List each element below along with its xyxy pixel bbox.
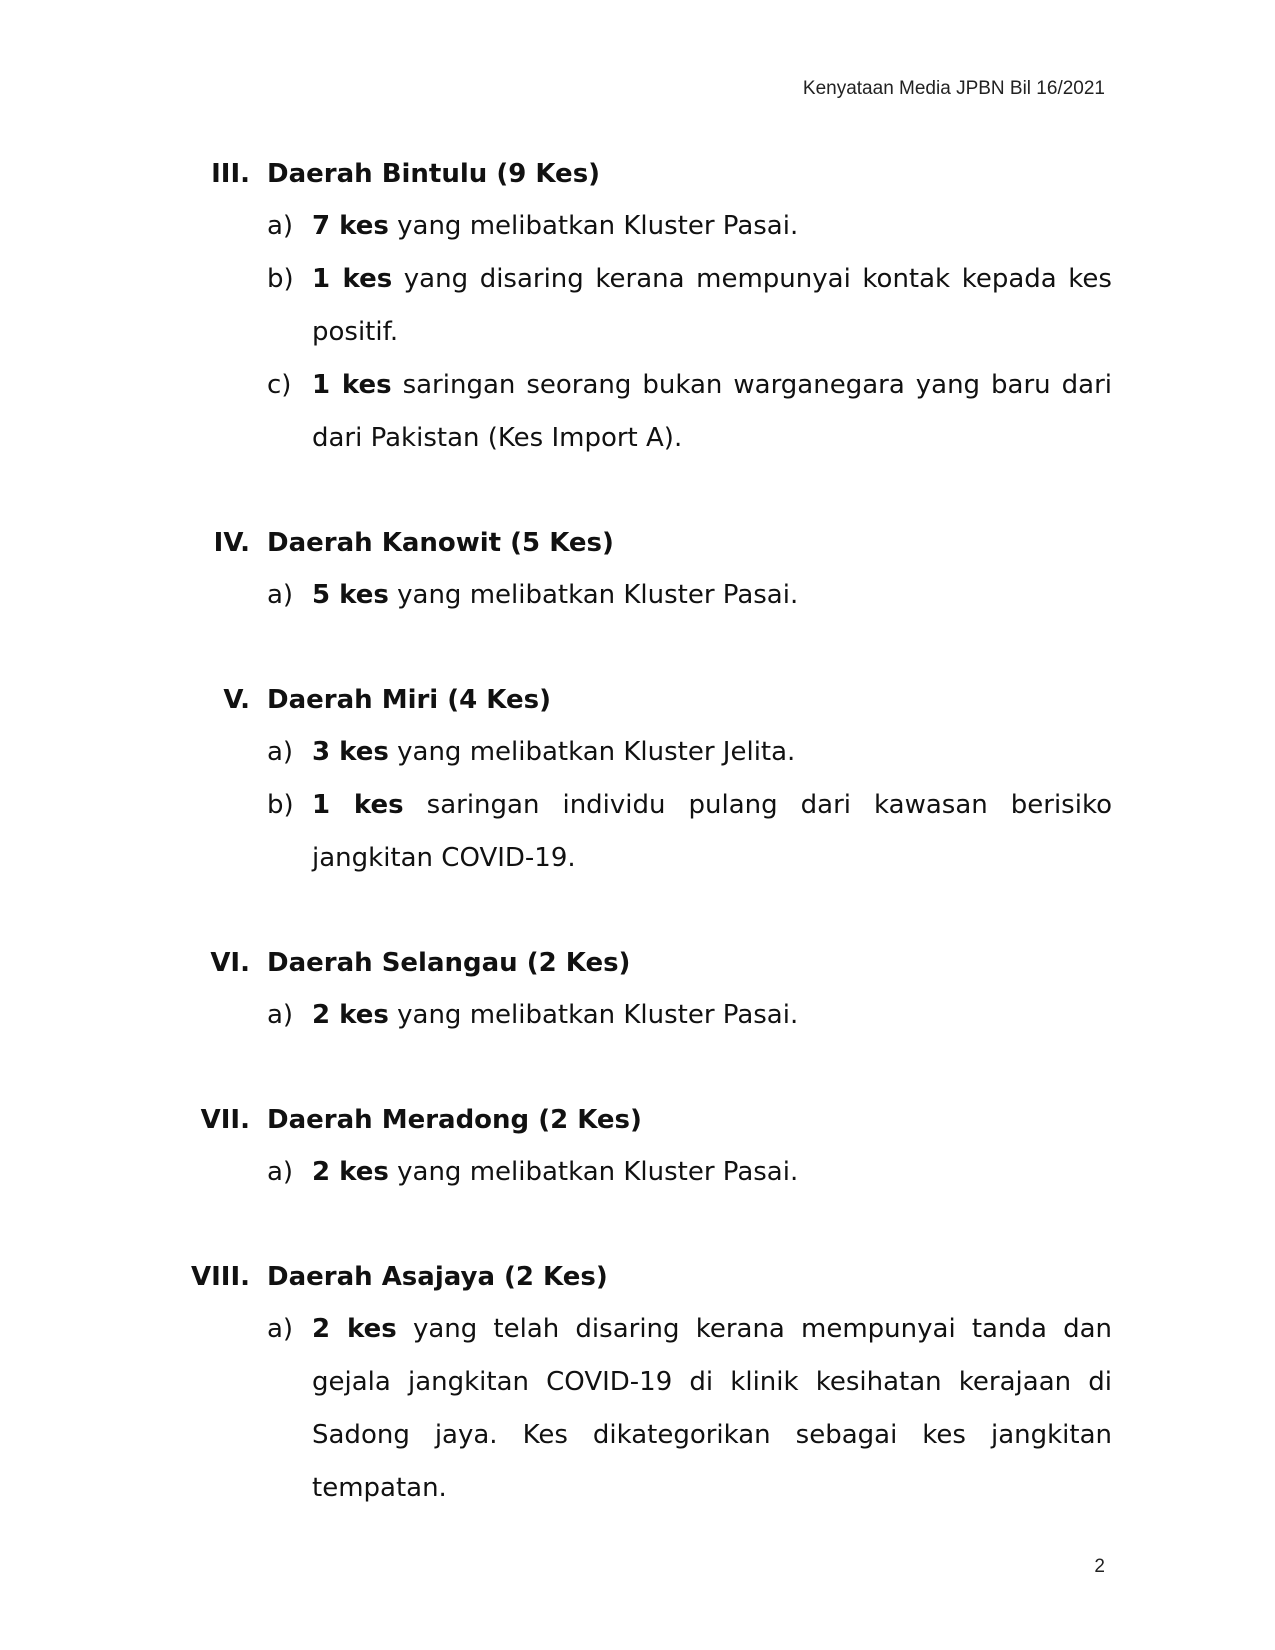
section-numeral: VIII.: [190, 1262, 250, 1292]
document-body: [0, 148, 1275, 1567]
section-numeral: VI.: [210, 948, 250, 978]
list-item: [0, 569, 1112, 622]
section-title: Daerah Selangau (2 Kes): [267, 948, 631, 978]
item-text: yang telah disaring kerana mempunyai tanda dan gejala jangkitan COVID-19 di klinik kesihatan kerajaan di Sadong jaya. Kes dikategorikan sebagai kes jangkitan tempatan.: [312, 1314, 1112, 1503]
page-number: 2: [1094, 1556, 1105, 1577]
list-item: [0, 1303, 1112, 1515]
section-heading: [0, 1251, 1275, 1303]
section-heading: [0, 148, 1275, 200]
list-item: [0, 779, 1112, 885]
item-letter: a): [267, 737, 294, 767]
list-item: [0, 359, 1112, 465]
item-letter: a): [267, 580, 294, 610]
item-text: yang melibatkan Kluster Pasai.: [388, 1157, 799, 1187]
item-letter: c): [267, 370, 292, 400]
section-title: Daerah Miri (4 Kes): [267, 685, 551, 715]
case-count: 7 kes: [312, 211, 389, 241]
section-daerah-miri: [0, 674, 1275, 885]
case-count: 2 kes: [312, 1000, 389, 1030]
item-text: yang disaring kerana mempunyai kontak kepada kes positif.: [312, 264, 1112, 347]
section-daerah-asajaya: [0, 1251, 1275, 1515]
case-count: 5 kes: [312, 580, 389, 610]
item-text: yang melibatkan Kluster Jelita.: [388, 737, 796, 767]
section-daerah-bintulu: [0, 148, 1275, 465]
case-count: 2 kes: [312, 1157, 389, 1187]
list-item: [0, 989, 1112, 1042]
item-letter: a): [267, 1314, 294, 1344]
page-header: Kenyataan Media JPBN Bil 16/2021: [802, 78, 1105, 99]
section-title: Daerah Kanowit (5 Kes): [267, 528, 614, 558]
case-count: 1 kes: [312, 370, 392, 400]
section-numeral: III.: [211, 159, 250, 189]
item-letter: a): [267, 1000, 294, 1030]
case-count: 1 kes: [312, 790, 404, 820]
section-heading: [0, 1094, 1275, 1146]
section-title: Daerah Asajaya (2 Kes): [267, 1262, 608, 1292]
list-item: [0, 200, 1112, 253]
section-daerah-kanowit: [0, 517, 1275, 622]
item-letter: b): [267, 264, 294, 294]
item-text: yang melibatkan Kluster Pasai.: [388, 1000, 799, 1030]
list-item: [0, 726, 1112, 779]
case-count: 1 kes: [312, 264, 393, 294]
item-text: saringan individu pulang dari kawasan berisiko jangkitan COVID-19.: [312, 790, 1112, 873]
section-heading: [0, 674, 1275, 726]
item-text: yang melibatkan Kluster Pasai.: [388, 580, 799, 610]
case-count: 2 kes: [312, 1314, 397, 1344]
section-numeral: V.: [223, 685, 250, 715]
list-item: [0, 1146, 1112, 1199]
list-item: [0, 253, 1112, 359]
item-text: saringan seorang bukan warganegara yang baru dari dari Pakistan (Kes Import A).: [312, 370, 1112, 453]
item-letter: a): [267, 1157, 294, 1187]
section-daerah-selangau: [0, 937, 1275, 1042]
section-daerah-meradong: [0, 1094, 1275, 1199]
item-text: yang melibatkan Kluster Pasai.: [388, 211, 799, 241]
section-numeral: IV.: [213, 528, 250, 558]
section-numeral: VII.: [200, 1105, 250, 1135]
section-title: Daerah Bintulu (9 Kes): [267, 159, 601, 189]
item-letter: b): [267, 790, 294, 820]
section-heading: [0, 517, 1275, 569]
case-count: 3 kes: [312, 737, 389, 767]
section-heading: [0, 937, 1275, 989]
item-letter: a): [267, 211, 294, 241]
section-title: Daerah Meradong (2 Kes): [267, 1105, 642, 1135]
